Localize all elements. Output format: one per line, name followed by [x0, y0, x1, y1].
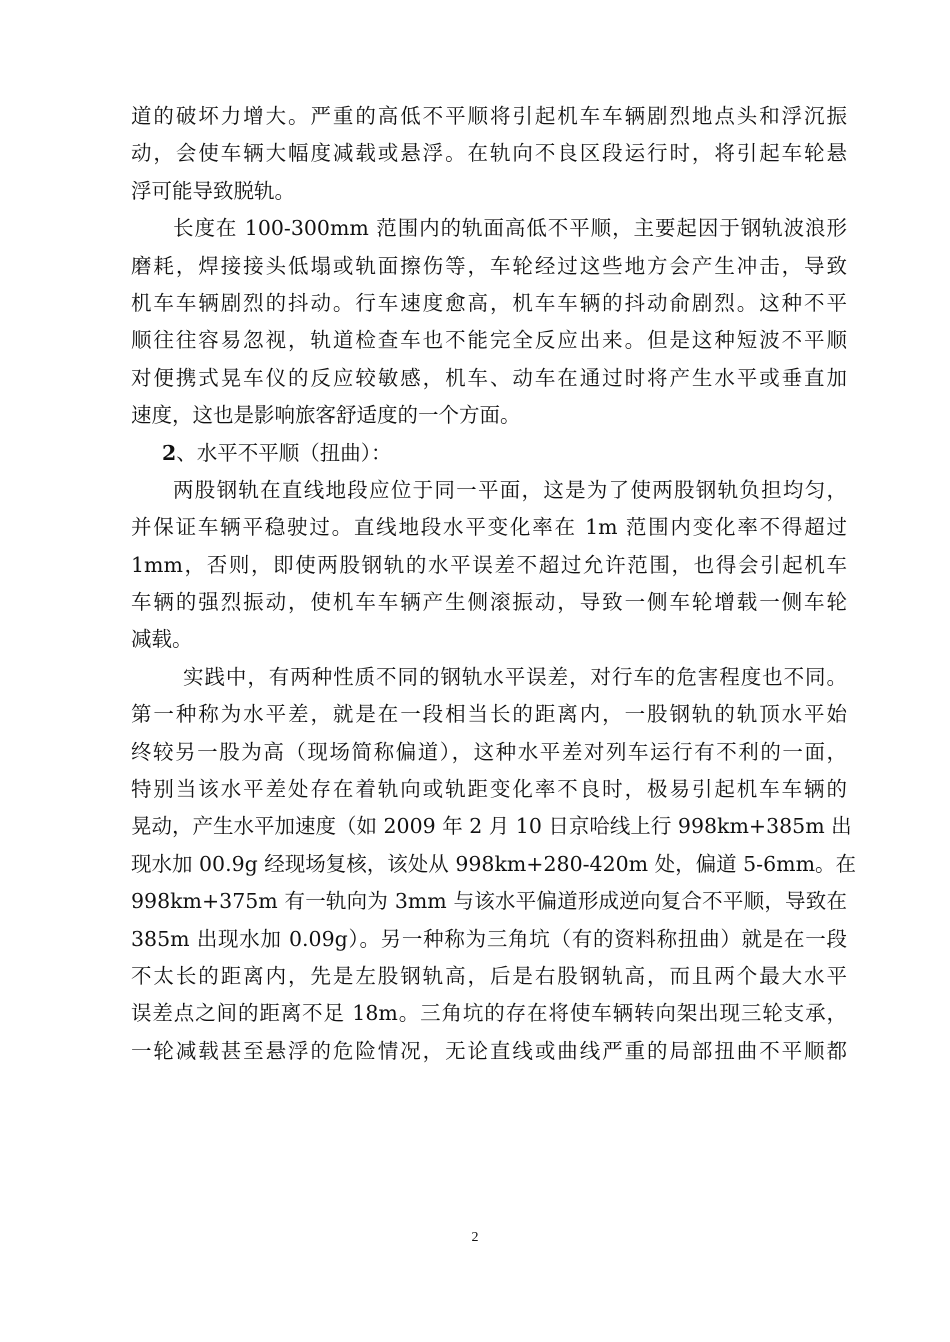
- text-line: 磨耗，焊接接头低塌或轨面擦伤等，车轮经过这些地方会产生冲击，导致: [131, 253, 847, 278]
- text-line: 现水加 00.9g 经现场复核，该处从 998km+280-420m 处，偏道 5-6mm。在: [131, 851, 857, 876]
- text-line: 车辆的强烈振动，使机车车辆产生侧滚振动，导致一侧车轮增载一侧车轮: [131, 590, 847, 615]
- text-line: 机车车辆剧烈的抖动。行车速度愈高，机车车辆的抖动俞剧烈。这种不平: [131, 290, 847, 315]
- text-line: 对便携式晃车仪的反应较敏感，机车、动车在通过时将产生水平或垂直加: [131, 365, 847, 390]
- text-line: 浮可能导致脱轨。: [131, 178, 295, 203]
- paragraph-3: [131, 472, 847, 659]
- text-line: 顺往往容易忽视，轨道检查车也不能完全反应出来。但是这种短波不平顺: [131, 328, 847, 353]
- paragraph-1: [131, 98, 847, 210]
- text-line: 误差点之间的距离不足 18m。三角坑的存在将使车辆转向架出现三轮支承，: [131, 1001, 847, 1026]
- text-line: 终较另一股为高（现场简称偏道），这种水平差对列车运行有不利的一面，: [131, 739, 847, 764]
- text-line: 动，会使车辆大幅度减载或悬浮。在轨向不良区段运行时，将引起车轮悬: [131, 141, 847, 166]
- text-line: 两股钢轨在直线地段应位于同一平面，这是为了使两股钢轨负担均匀，: [173, 477, 847, 502]
- text-line: 一轮减载甚至悬浮的危险情况，无论直线或曲线严重的局部扭曲不平顺都: [131, 1038, 847, 1063]
- text-line: 长度在 100-300mm 范围内的轨面高低不平顺，主要起因于钢轨波浪形: [173, 216, 847, 241]
- text-line: 特别当该水平差处存在着轨向或轨距变化率不良时，极易引起机车车辆的: [131, 777, 847, 802]
- text-line: 速度，这也是影响旅客舒适度的一个方面。: [131, 403, 521, 428]
- text-line: 实践中，有两种性质不同的钢轨水平误差，对行车的危害程度也不同。: [183, 664, 847, 689]
- section-title: 、水平不平顺（扭曲）：: [176, 440, 392, 465]
- text-line: 998km+375m 有一轨向为 3mm 与该水平偏道形成逆向复合不平顺，导致在: [131, 889, 847, 914]
- text-line: 385m 出现水加 0.09g）。另一种称为三角坑（有的资料称扭曲）就是在一段: [131, 926, 847, 951]
- text-line: 1mm，否则，即使两股钢轨的水平误差不超过允许范围，也得会引起机车: [131, 552, 847, 577]
- document-body: [131, 98, 857, 1070]
- text-line: 晃动，产生水平加速度（如 2009 年 2 月 10 日京哈线上行 998km+385m 出: [131, 814, 852, 839]
- text-line: 第一种称为水平差，就是在一段相当长的距离内，一股钢轨的轨顶水平始: [131, 702, 847, 727]
- paragraph-4: [131, 659, 857, 1070]
- text-line: 减载。: [131, 627, 193, 652]
- section-number: 2: [162, 440, 177, 465]
- section-heading: [131, 435, 847, 472]
- text-line: 并保证车辆平稳驶过。直线地段水平变化率在 1m 范围内变化率不得超过: [131, 515, 847, 540]
- page-number: 2: [471, 1230, 479, 1245]
- text-line: 不太长的距离内，先是左股钢轨高，后是右股钢轨高，而且两个最大水平: [131, 963, 847, 988]
- paragraph-2: [131, 210, 847, 434]
- text-line: 道的破坏力增大。严重的高低不平顺将引起机车车辆剧烈地点头和浮沉振: [131, 104, 847, 128]
